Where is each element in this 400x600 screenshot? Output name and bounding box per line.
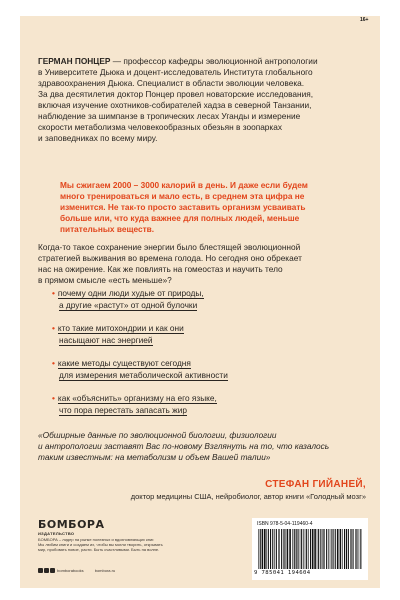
social-handle: bomborabooks — [57, 568, 84, 573]
intro-paragraph — [38, 242, 368, 286]
quote-line: больше или, что куда важнее для полных людей, меньше — [60, 213, 300, 223]
publisher-line: БОМБОРА – лидер на рынке полезных и вдохновляющих книг. — [38, 537, 155, 542]
barcode-bars — [257, 529, 363, 569]
intro-line: стратегией выживания во времена голода. Но сегодня оно обрекает — [38, 253, 302, 263]
topic-text: почему одни люди худые от природы, — [57, 288, 204, 298]
topic-text: какие методы существуют сегодня — [57, 358, 191, 368]
book-back-cover — [20, 16, 380, 588]
topic-item — [52, 323, 352, 346]
quote-line: много тренироваться и мало есть, в среднем эта цифра не — [60, 191, 305, 201]
publisher-site: bombora.ru — [94, 568, 116, 573]
quote-line: Мы сжигаем 2000 – 3000 калорий в день. И даже если будем — [60, 180, 308, 190]
bullet-dot: • — [52, 393, 55, 403]
author-bio-line: скорости метаболизма человекообразных обезьян в зоопарках — [38, 122, 282, 132]
isbn-text: ISBN 978-5-04-119460-4 — [257, 521, 313, 527]
author-bio — [38, 56, 368, 144]
author-name: ГЕРМАН ПОНЦЕР — [38, 56, 111, 66]
publisher-blurb — [38, 537, 166, 552]
author-bio-line: включая изучение охотников-собирателей хадза в северной Танзании, — [38, 100, 312, 110]
intro-line: в прямом смысле «есть меньше»? — [38, 275, 172, 285]
age-rating: 16+ — [360, 17, 369, 23]
topic-text: для измерения метаболической активности — [59, 369, 228, 380]
review-line: таким известным: на метаболизм и объем Вашей талии» — [38, 452, 271, 462]
vk-icon — [38, 568, 43, 573]
bullet-dot: • — [52, 323, 55, 333]
publisher-subtitle: ИЗДАТЕЛЬСТВО — [38, 531, 75, 536]
topic-text: насыщают нас энергией — [59, 334, 153, 345]
quote-line: изменится. Не так-то просто заставить организм усваивать — [60, 202, 306, 212]
topic-text: что пора перестать запасать жир — [59, 404, 187, 415]
author-bio-line: наблюдение за шимпанзе в тропических лесах Уганды и измерение — [38, 111, 301, 121]
topic-item — [52, 288, 352, 311]
telegram-icon — [44, 568, 49, 573]
review-line: и антропологии заставят Вас по-новому Взглянуть на то, что казалось — [38, 441, 330, 451]
publisher-line: мир, пробовать новое, расти. Быть счастливыми. Быть на волне. — [38, 547, 160, 552]
author-bio-line: здравоохранения Дьюка. Специалист в области эволюции человека. — [38, 78, 305, 88]
bullet-dot: • — [52, 358, 55, 368]
publisher-social — [38, 568, 178, 573]
author-bio-line: в Университете Дьюка и доцент-исследователь Института глобального — [38, 67, 313, 77]
review-line: «Обширные данные по эволюционной биологии, физиологии — [38, 430, 277, 440]
topic-item — [52, 358, 352, 381]
quote-line: питательных веществ. — [60, 224, 155, 234]
review-quote — [38, 430, 368, 463]
highlight-quote — [60, 180, 350, 235]
author-bio-line: — профессор кафедры эволюционной антропологии — [112, 56, 318, 66]
youtube-icon — [50, 568, 55, 573]
bullet-dot: • — [52, 288, 55, 298]
barcode-box — [252, 518, 368, 580]
topic-item — [52, 393, 352, 416]
topic-text: кто такие митохондрии и как они — [57, 323, 184, 333]
author-bio-line: и заповедниках по всему миру. — [38, 133, 158, 143]
topic-text: как «объяснить» организму на его языке, — [57, 393, 217, 403]
publisher-line: Мы любим книги и создаем их, чтобы вы могли творить, открывать — [38, 542, 163, 547]
topic-text: а другие «растут» от одной булочки — [59, 299, 198, 310]
intro-line: нас на ожирение. Как же повлиять на гомеостаз и научить тело — [38, 264, 283, 274]
author-bio-line: За два десятилетия доктор Понцер провел новаторские исследования, — [38, 89, 314, 99]
intro-line: Когда-то такое сохранение энергии было блестящей эволюционной — [38, 242, 301, 252]
reviewer-name: СТЕФАН ГИЙАНЕЙ, — [265, 479, 366, 490]
publisher-logo: БОМБОРА — [38, 518, 105, 531]
barcode-digits: 9 785041 194604 — [254, 570, 311, 576]
reviewer-title: доктор медицины США, нейробиолог, автор книги «Голодный мозг» — [130, 492, 366, 501]
